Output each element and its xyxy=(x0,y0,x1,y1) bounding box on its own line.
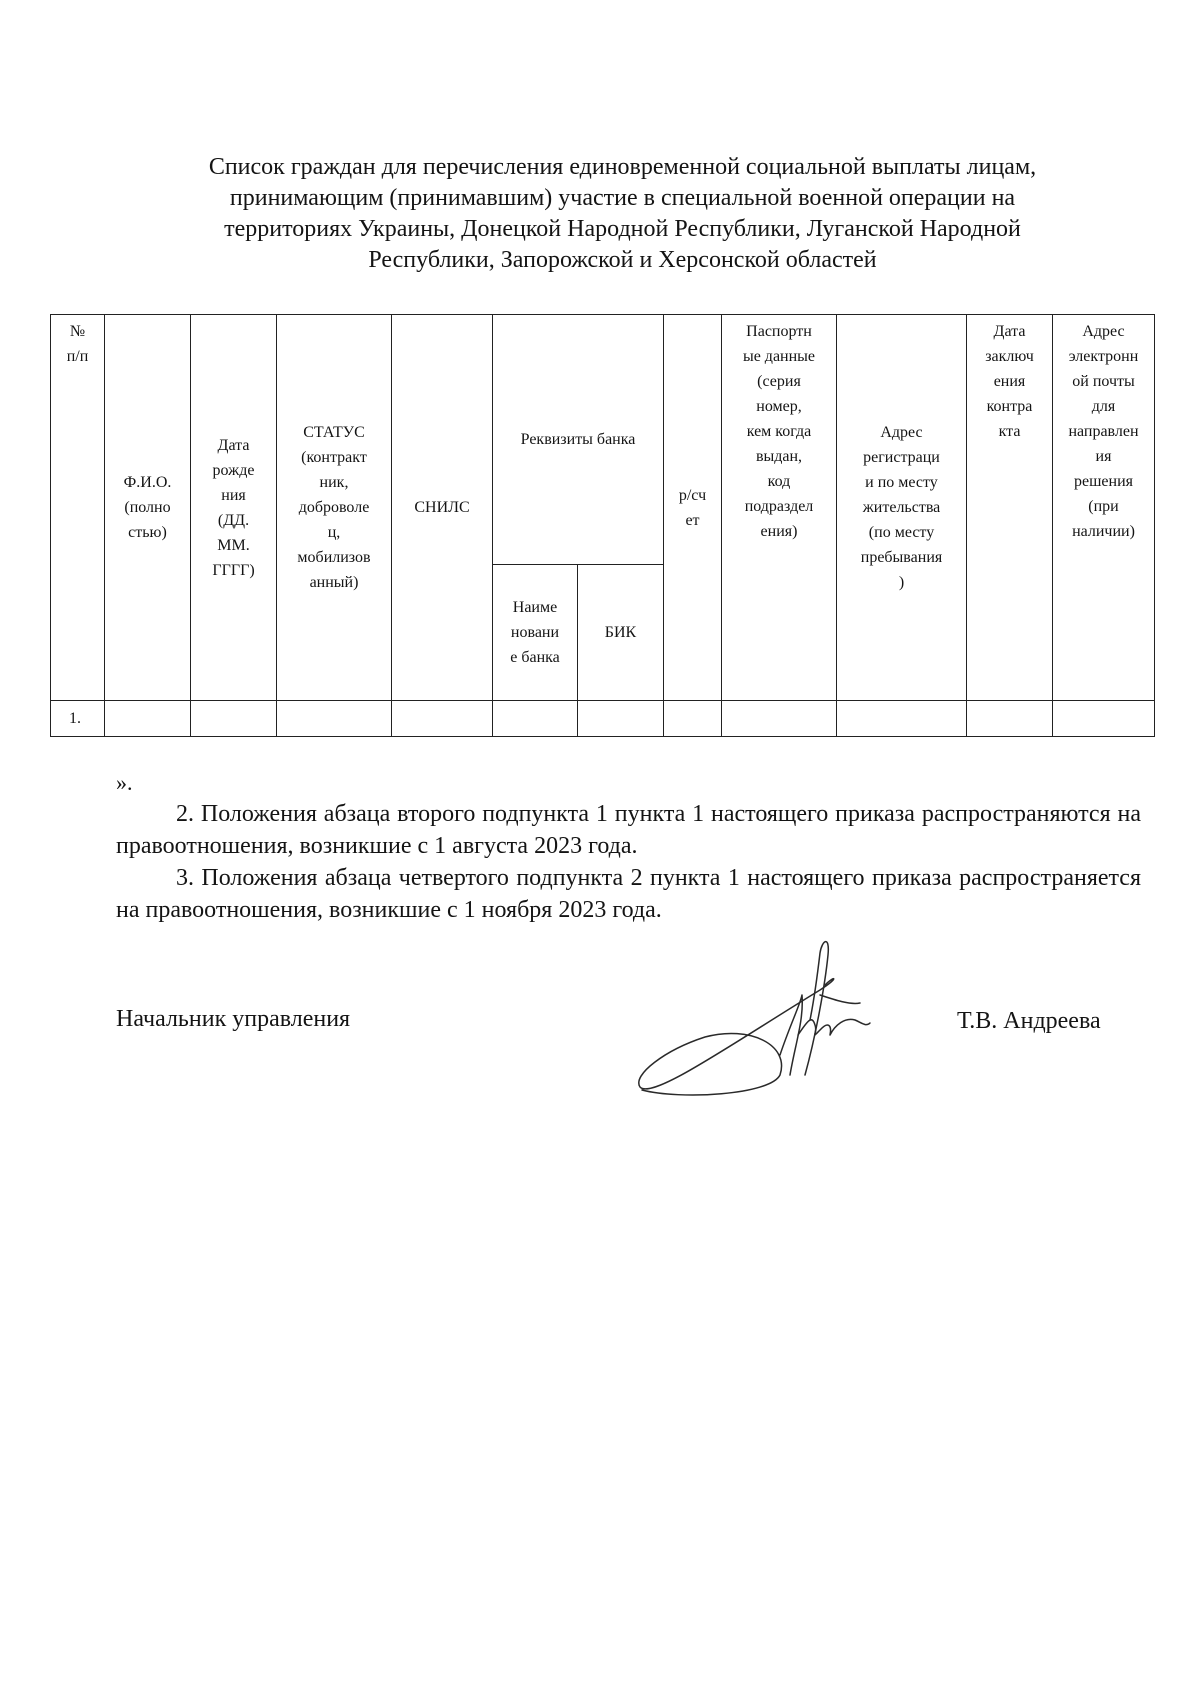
header-snils: СНИЛС xyxy=(392,315,493,701)
citizens-table xyxy=(50,314,1155,737)
paragraph-2: 2. Положения абзаца второго подпункта 1 пункта 1 настоящего приказа распространяются на правоотношения, возникшие с 1 августа 2023 года. xyxy=(116,801,1141,859)
cell-num: 1. xyxy=(51,701,105,737)
cell-bank-name xyxy=(493,701,578,737)
document-title xyxy=(130,152,1115,276)
table-row xyxy=(51,701,1155,737)
header-passport: Паспортн ые данные (серия номер, кем когда выдан, код подраздел ения) xyxy=(722,315,837,701)
cell-email xyxy=(1053,701,1155,737)
header-num: № п/п xyxy=(51,315,105,701)
handwritten-signature-icon xyxy=(630,925,910,1115)
signer-name: Т.В. Андреева xyxy=(957,1008,1101,1034)
cell-bik xyxy=(578,701,664,737)
title-line-4: Республики, Запорожской и Херсонской областей xyxy=(368,247,877,273)
cell-snils xyxy=(392,701,493,737)
cell-address xyxy=(837,701,967,737)
header-email: Адрес электронн ой почты для направлен ия решения (при наличии) xyxy=(1053,315,1155,701)
cell-contract-date xyxy=(967,701,1053,737)
cell-dob xyxy=(191,701,277,737)
cell-passport xyxy=(722,701,837,737)
header-account: р/сч ет xyxy=(664,315,722,701)
closing-quote: ». xyxy=(116,770,133,795)
cell-status xyxy=(277,701,392,737)
cell-account xyxy=(664,701,722,737)
header-bik: БИК xyxy=(578,565,664,701)
title-line-1: Список граждан для перечисления единовременной социальной выплаты лицам, xyxy=(208,154,1037,180)
header-address: Адрес регистраци и по месту жительства (по месту пребывания ) xyxy=(837,315,967,701)
header-fio: Ф.И.О. (полно стью) xyxy=(105,315,191,701)
paragraph-3: 3. Положения абзаца четвертого подпункта 2 пункта 1 настоящего приказа распространяется на правоотношения, возникшие с 1 ноября 2023 года. xyxy=(116,865,1141,923)
header-bank-name: Наиме новани е банка xyxy=(493,565,578,701)
header-contract-date: Дата заключ ения контра кта xyxy=(967,315,1053,701)
signer-position-title: Начальник управления xyxy=(116,1006,351,1032)
cell-fio xyxy=(105,701,191,737)
title-line-2: принимающим (принимавшим) участие в специальной военной операции на xyxy=(229,185,1016,211)
header-status: СТАТУС (контракт ник, доброволе ц, мобилизов анный) xyxy=(277,315,392,701)
title-line-3: территориях Украины, Донецкой Народной Республики, Луганской Народной xyxy=(224,216,1021,242)
header-dob: Дата рожде ния (ДД. ММ. ГГГГ) xyxy=(191,315,277,701)
header-bank: Реквизиты банка xyxy=(493,315,664,565)
